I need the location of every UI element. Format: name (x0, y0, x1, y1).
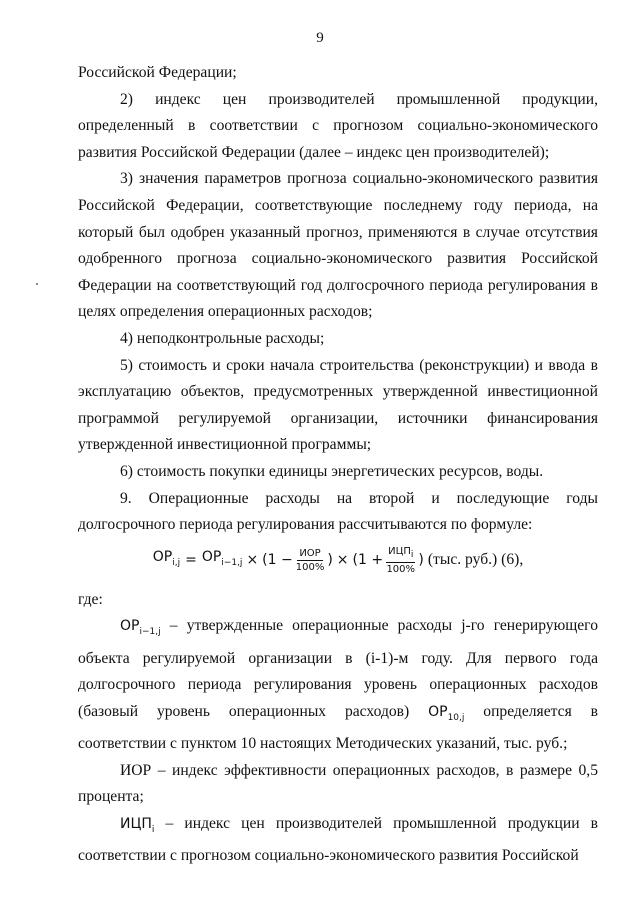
formula-close-2: ) (418, 552, 424, 569)
formula-times-1: × (246, 552, 259, 569)
fraction-denominator: 100% (386, 564, 416, 576)
paragraph-item-4: 4) неподконтрольные расходы; (120, 329, 325, 347)
formula-times-2: × (336, 552, 349, 569)
formula-unit-label: (тыс. руб.) (6), (427, 551, 524, 569)
paragraph-item-3: 3) значения параметров прогноза социально-экономического развития Российской Федерации, соответствующие последнему году периода, на который был одобрен указанный прогноз, применяются в случае отсутствия одобренного прогноза социально-экономического развития Российской Федерации на соответствующий год долгосрочного периода регулирования в целях определения операционных расходов; (78, 170, 598, 321)
term-op-base: $OP_{10,j}$ (428, 703, 465, 723)
formula-prev-op: $OP_{i-1,j}$ (201, 549, 243, 569)
paragraph-item-5: 5) стоимость и сроки начала строительства (реконструкции) и ввода в эксплуатацию объектов, предусмотренных утвержденной инвестиционной программой регулируемой организации, источники финансирования утвержденной инвестиционной программы; (78, 356, 598, 454)
paragraph-section-9: 9. Операционные расходы на второй и последующие годы долгосрочного периода регулирования рассчитываются по формуле: (78, 489, 598, 534)
definition-op-prev: $OP_{i-1,j}$ – утвержденные операционные расходы j-го генерирующего объекта регулируемой организации в (i-1)-м году. Для первого года долгосрочного периода регулирования уровень операционных расходов (базовый уровень операционных расходов) $OP_{10,j}$ определяется в соответствии с пунктом 10 настоящих Методических указаний, тыс. руб.; (78, 617, 598, 753)
formula-one-plus: (1 + (352, 552, 384, 569)
fraction-numerator-icp: $ИЦП_i$ (386, 545, 415, 563)
definition-icp: $ИЦП_i$ – индекс цен производителей промышленной продукции в соответствии с прогнозом социально-экономического развития Российской (78, 815, 598, 865)
formula-equals: = (185, 552, 197, 569)
paragraph-continuation: Российской Федерации; (78, 64, 237, 81)
fraction-denominator: 100% (295, 562, 325, 574)
formula-6 (78, 541, 598, 581)
document-body (78, 60, 598, 870)
term-op-prev: $OP_{i-1,j}$ (120, 618, 161, 638)
formula-icp-fraction (386, 545, 415, 576)
formula-ior-fraction (296, 547, 325, 574)
term-ior: ИОР (120, 761, 152, 779)
scan-speck (36, 283, 38, 285)
paragraph-item-2: 2) индекс цен производителей промышленной продукции, определенный в соответствии с прогнозом социально-экономического развития Российской Федерации (далее – индекс цен производителей); (78, 90, 598, 161)
formula-lhs: $OP_{i,j}$ (152, 549, 181, 569)
paragraph-item-6: 6) стоимость покупки единицы энергетических ресурсов, воды. (120, 462, 544, 480)
definition-ior: ИОР – индекс эффективности операционных расходов, в размере 0,5 процента; (78, 761, 598, 806)
formula-close-1: ) (327, 552, 333, 569)
page-number: 9 (316, 30, 324, 46)
formula-one-minus: (1 − (262, 552, 293, 569)
where-label: где: (78, 590, 103, 608)
fraction-numerator-ior: ИОР (299, 548, 321, 560)
term-icp: $ИЦП_i$ (120, 816, 155, 835)
